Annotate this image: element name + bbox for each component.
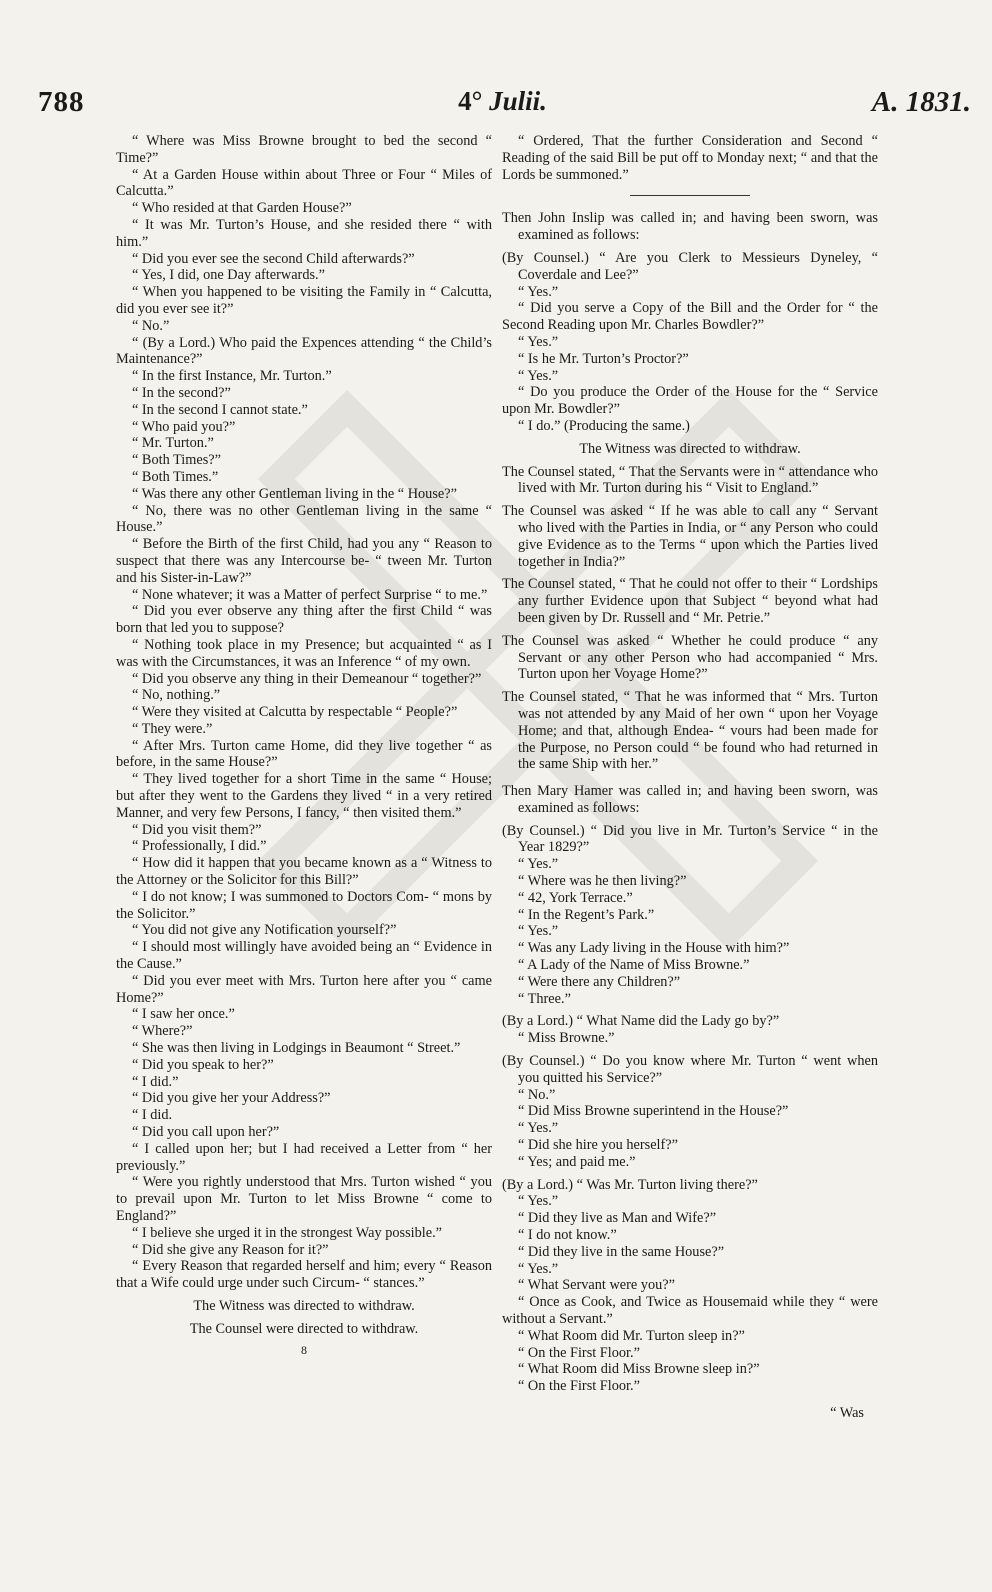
right-column-paragraph: Then John Inslip was called in; and having been sworn, was examined as follows: bbox=[502, 210, 878, 244]
left-column-paragraph: “ Mr. Turton.” bbox=[132, 435, 214, 452]
left-column-paragraph: “ I believe she urged it in the strongest Way possible.” bbox=[132, 1224, 443, 1241]
left-column-paragraph: “ Who paid you?” bbox=[132, 418, 236, 435]
left-column-paragraph: “ In the second I cannot state.” bbox=[132, 401, 308, 418]
page-number: 788 bbox=[38, 86, 85, 118]
right-column-paragraph: The Counsel stated, “ That the Servants were in “ attendance who lived with Mr. Turton during his “ Visit to England.” bbox=[502, 463, 878, 497]
left-column-paragraph: “ Nothing took place in my Presence; but acquainted “ as I was with the Circumstances, it was an Inference “ of my own. bbox=[116, 636, 492, 670]
left-column-paragraph: “ Did you visit them?” bbox=[132, 821, 262, 838]
right-column-paragraph: “ Yes; and paid me.” bbox=[518, 1153, 636, 1170]
left-column-paragraph: “ (By a Lord.) Who paid the Expences attending “ the Child’s Maintenance?” bbox=[116, 334, 492, 368]
left-column-paragraph: “ No, there was no other Gentleman living in the same “ House.” bbox=[116, 502, 492, 536]
right-column-paragraph: “ Did they live as Man and Wife?” bbox=[518, 1210, 717, 1227]
right-column-paragraph: “ Is he Mr. Turton’s Proctor?” bbox=[518, 350, 689, 367]
right-column-paragraph: “ Yes.” bbox=[518, 856, 559, 873]
left-column-paragraph: “ Every Reason that regarded herself and him; every “ Reason that a Wife could urge under such Circum- “ stances.” bbox=[116, 1258, 492, 1292]
page-header bbox=[30, 86, 975, 126]
right-column-paragraph: The Counsel was asked “ Whether he could produce “ any Servant or any other Person who had accompanied “ Mrs. Turton upon her Voyage Home?” bbox=[502, 632, 878, 683]
right-column-paragraph: “ Do you produce the Order of the House for the “ Service upon Mr. Bowdler?” bbox=[502, 384, 878, 418]
right-column-paragraph: “ On the First Floor.” bbox=[518, 1378, 640, 1395]
left-column-paragraph: “ Professionally, I did.” bbox=[132, 838, 267, 855]
left-column-paragraph: “ I should most willingly have avoided being an “ Evidence in the Cause.” bbox=[116, 939, 492, 973]
right-column-paragraph: “ A Lady of the Name of Miss Browne.” bbox=[518, 957, 750, 974]
right-column-paragraph: “ Yes.” bbox=[518, 283, 559, 300]
left-column-paragraph: “ I did.” bbox=[132, 1073, 179, 1090]
left-column-paragraph: “ At a Garden House within about Three or Four “ Miles of Calcutta.” bbox=[116, 166, 492, 200]
right-column-paragraph: “ Three.” bbox=[518, 990, 571, 1007]
right-column-paragraph: “ Where was he then living?” bbox=[518, 873, 687, 890]
left-column-paragraph: “ Did you ever see the second Child afterwards?” bbox=[132, 250, 415, 267]
left-column-paragraph: “ After Mrs. Turton came Home, did they live together “ as before, in the same House?” bbox=[116, 737, 492, 771]
right-column-paragraph: The Counsel stated, “ That he could not offer to their “ Lordships any further Evidence upon that Subject “ beyond what had been given by Dr. Russell and “ Mr. Petrie.” bbox=[502, 576, 878, 626]
date-word: Julii. bbox=[489, 86, 547, 116]
right-column-paragraph: “ Were there any Children?” bbox=[518, 973, 681, 990]
page-date-heading bbox=[30, 86, 975, 117]
left-column-paragraph: “ How did it happen that you became known as a “ Witness to the Attorney or the Solicitor for this Bill?” bbox=[116, 855, 492, 889]
left-column-paragraph: “ In the second?” bbox=[132, 384, 231, 401]
right-column-paragraph: “ No.” bbox=[518, 1086, 556, 1103]
right-column-paragraph: “ Miss Browne.” bbox=[518, 1030, 615, 1047]
right-column-paragraph: “ Did they live in the same House?” bbox=[518, 1243, 725, 1260]
left-column-paragraph: “ Did you give her your Address?” bbox=[132, 1090, 331, 1107]
right-column-paragraph: “ What Room did Mr. Turton sleep in?” bbox=[518, 1327, 745, 1344]
left-column-paragraph: “ They were.” bbox=[132, 720, 213, 737]
left-column-paragraph: “ Were they visited at Calcutta by respectable “ People?” bbox=[132, 704, 458, 721]
left-column-paragraph: “ I called upon her; but I had received a Letter from “ her previously.” bbox=[116, 1140, 492, 1174]
right-column-paragraph: (By a Lord.) “ What Name did the Lady go by?” bbox=[502, 1013, 780, 1030]
left-column-paragraph: “ Before the Birth of the first Child, had you any “ Reason to suspect that there was any Intercourse be- “ tween Mr. Turton and his Sister-in-Law?” bbox=[116, 536, 492, 586]
page-year: A. 1831. bbox=[871, 86, 971, 118]
right-column-paragraph: The Counsel was asked “ If he was able to call any “ Servant who lived with the Parties in India, or “ any Person who could give Evidence as to the Terms “ upon which the Parties lived together in India?” bbox=[502, 503, 878, 570]
section-divider bbox=[630, 195, 750, 196]
left-column-paragraph: “ Where was Miss Browne brought to bed the second “ Time?” bbox=[116, 133, 492, 166]
left-column-paragraph: “ Yes, I did, one Day afterwards.” bbox=[132, 267, 325, 284]
left-column-paragraph: “ Both Times?” bbox=[132, 452, 221, 469]
right-column-paragraph: “ Yes.” bbox=[518, 333, 559, 350]
left-column-paragraph: “ I did. bbox=[132, 1107, 173, 1124]
right-column-paragraph: (By Counsel.) “ Do you know where Mr. Turton “ went when you quitted his Service?” bbox=[502, 1053, 878, 1086]
left-column-paragraph: “ Did you ever meet with Mrs. Turton here after you “ came Home?” bbox=[116, 972, 492, 1006]
right-column-paragraph: “ I do.” (Producing the same.) bbox=[518, 417, 690, 434]
right-column-paragraph: “ Yes.” bbox=[518, 1120, 559, 1137]
left-column-paragraph: The Counsel were directed to withdraw. bbox=[189, 1320, 419, 1337]
left-column-paragraph: “ No.” bbox=[132, 317, 170, 334]
right-column-paragraph: (By Counsel.) “ Are you Clerk to Messieurs Dyneley, “ Coverdale and Lee?” bbox=[502, 249, 878, 283]
right-column-paragraph: “ On the First Floor.” bbox=[518, 1344, 640, 1361]
date-prefix: 4° bbox=[458, 86, 490, 116]
right-column-paragraph: (By Counsel.) “ Did you live in Mr. Turton’s Service “ in the Year 1829?” bbox=[502, 822, 878, 856]
right-column-paragraph: “ Was any Lady living in the House with him?” bbox=[518, 940, 790, 957]
left-column-paragraph: “ I saw her once.” bbox=[132, 1006, 235, 1023]
left-column-paragraph: “ Did you ever observe any thing after the first Child “ was born that led you to suppose? bbox=[116, 603, 492, 637]
right-column-paragraph: Then Mary Hamer was called in; and having been sworn, was examined as follows: bbox=[502, 783, 878, 816]
right-column-paragraph: “ I do not know.” bbox=[518, 1227, 617, 1244]
left-column-paragraph: “ They lived together for a short Time in the same “ House; but after they went to the Gardens they lived “ in a very retired Manner, and very few Persons, I fancy, “ then visited them.” bbox=[116, 771, 492, 821]
right-column-paragraph: “ Yes.” bbox=[518, 1193, 559, 1210]
left-column-paragraph: “ Did you speak to her?” bbox=[132, 1056, 274, 1073]
right-column-paragraph: “ Did she hire you herself?” bbox=[518, 1137, 678, 1154]
left-column-paragraph: “ Who resided at that Garden House?” bbox=[132, 200, 352, 217]
right-column-paragraph: “ 42, York Terrace.” bbox=[518, 889, 633, 906]
right-column-paragraph: (By a Lord.) “ Was Mr. Turton living there?” bbox=[502, 1176, 758, 1193]
left-column-paragraph: “ Did she give any Reason for it?” bbox=[132, 1241, 329, 1258]
left-column-paragraph: “ Did you observe any thing in their Demeanour “ together?” bbox=[132, 670, 482, 687]
left-column-paragraph: “ When you happened to be visiting the Family in “ Calcutta, did you ever see it?” bbox=[116, 284, 492, 317]
left-column-paragraph: “ In the first Instance, Mr. Turton.” bbox=[132, 368, 332, 385]
left-column-paragraph: “ It was Mr. Turton’s House, and she resided there “ with him.” bbox=[116, 216, 492, 250]
right-column-paragraph: “ Did Miss Browne superintend in the House?” bbox=[518, 1103, 789, 1120]
left-column-paragraph: “ She was then living in Lodgings in Beaumont “ Street.” bbox=[132, 1040, 461, 1057]
left-column-paragraph: “ No, nothing.” bbox=[132, 687, 221, 704]
right-column-paragraph: The Witness was directed to withdraw. bbox=[579, 440, 801, 457]
signature-mark: 8 bbox=[301, 1342, 307, 1357]
right-column-paragraph: “ In the Regent’s Park.” bbox=[518, 906, 655, 923]
left-column-paragraph: “ None whatever; it was a Matter of perfect Surprise “ to me.” bbox=[132, 586, 488, 603]
right-column-paragraph: “ Yes.” bbox=[518, 923, 559, 940]
left-column-paragraph: “ Where?” bbox=[132, 1023, 193, 1040]
right-column-paragraph: “ Did you serve a Copy of the Bill and the Order for “ the Second Reading upon Mr. Charles Bowdler?” bbox=[502, 300, 878, 334]
right-column-paragraph: The Counsel stated, “ That he was informed that “ Mrs. Turton was not attended by any Maid of her own “ upon her Voyage Home; and that, although Endea- “ vours had been made for the Purpose, no Person could “ be found who had returned in the same Ship with her.” bbox=[502, 689, 878, 773]
right-column-paragraph: “ Once as Cook, and Twice as Housemaid while they “ were without a Servant.” bbox=[502, 1294, 878, 1327]
right-column-paragraph: “ What Servant were you?” bbox=[518, 1277, 675, 1294]
right-column-paragraph: “ Yes.” bbox=[518, 1260, 559, 1277]
left-column-paragraph: The Witness was directed to withdraw. bbox=[193, 1297, 415, 1314]
left-column-paragraph: “ Were you rightly understood that Mrs. Turton wished “ you to prevail upon Mr. Turton to let Miss Browne “ come to England?” bbox=[116, 1174, 492, 1224]
left-column-paragraph: “ Was there any other Gentleman living in the “ House?” bbox=[132, 485, 457, 502]
left-column-paragraph: “ You did not give any Notification yourself?” bbox=[132, 922, 397, 939]
right-column bbox=[502, 133, 878, 1422]
catchword: “ Was bbox=[830, 1404, 864, 1421]
left-column bbox=[116, 133, 492, 1358]
right-column-paragraph: “ Yes.” bbox=[518, 367, 559, 384]
left-column-paragraph: “ Did you call upon her?” bbox=[132, 1124, 280, 1141]
left-column-paragraph: “ Both Times.” bbox=[132, 468, 219, 485]
left-column-paragraph: “ I do not know; I was summoned to Doctors Com- “ mons by the Solicitor.” bbox=[116, 888, 492, 922]
right-column-paragraph: “ What Room did Miss Browne sleep in?” bbox=[518, 1361, 760, 1378]
right-column-paragraph: “ Ordered, That the further Consideration and Second “ Reading of the said Bill be put off to Monday next; “ and that the Lords be summoned.” bbox=[502, 133, 878, 183]
